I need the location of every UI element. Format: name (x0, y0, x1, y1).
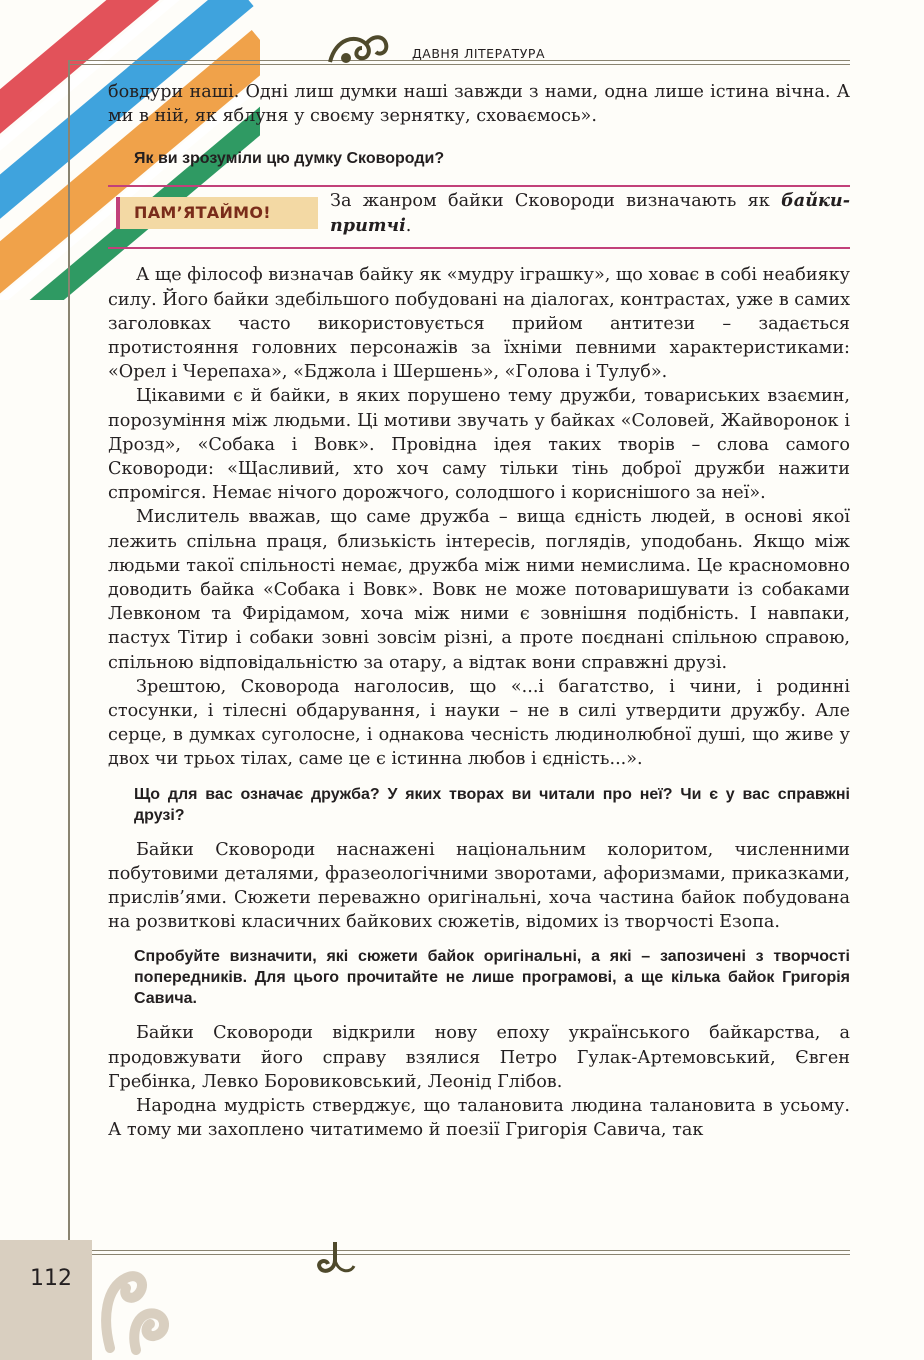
paragraph: А ще філософ визначав байку як «мудру іграшку», що ховає в собі неабияку силу. Його байки здебільшого побудовані на діалогах, контрастах, уже в самих заголовках часто використовується прийом антитези – задається протистояння головних персонажів за їхніми певними характеристиками: «Орел і Черепаха», «Бджола і Шершень», «Голова і Тулуб». (108, 265, 850, 383)
remember-label-box (116, 197, 318, 229)
question: Як ви зрозуміли цю думку Сковороди? (134, 150, 445, 168)
remember-text-part: За жанром байки Сковороди визначають як (330, 191, 782, 212)
paragraph: Народна мудрість стверджує, що талановита людина талановита в усьому. А тому ми захоплено читатимемо й поезії Григорія Савича, так (108, 1096, 850, 1141)
frame-bottom-rule-inner (68, 1254, 850, 1255)
paragraph: Зрештою, Сковорода наголосив, що «...і багатство, і чини, і родинні стосунки, і тілесні обдарування, і науки – не в силі утвердити дружбу. Але серце, в думках суголосне, і однакова чесність людинолюбної душі, що живе у двох чи трьох тілах, саме це є істинна любов і єдність...». (108, 676, 850, 770)
frame-left-rule (68, 60, 70, 1252)
paragraph: Мислитель вважав, що саме дружба – вища єдність людей, в основі якої лежить спільна праця, близькість інтересів, поглядів, уподобань. Якщо між людьми такої спільності немає, дружба між ними немислима. Це красномовно доводить байка «Собака і Вовк». Вовк не може потоваришувати із собаками Левконом та Фирідамом, хоча між ними є зовнішня подібність. І навпаки, пастух Тітир і собаки зовні зовсім різні, а проте поєднані спільною справою, спільною відповідальністю за отару, а відтак вони справжні друзі. (108, 507, 850, 673)
paragraph: Байки Сковороди відкрили нову епоху українського байкарства, а продовжувати його справу взялися Петро Гулак-Артемовський, Євген Гребінка, Левко Боровиковський, Леонід Глібов. (108, 1023, 850, 1092)
remember-label: ПАМ’ЯТАЙМО! (134, 203, 271, 223)
running-head: ДАВНЯ ЛІТЕРАТУРА (412, 46, 545, 61)
frame-bottom-rule (68, 1250, 850, 1251)
series-logo-icon (96, 1258, 176, 1358)
question: Що для вас означає дружба? У яких творах ви читали про неї? Чи є у вас справжні друзі? (134, 785, 850, 824)
paragraph: Байки Сковороди наснажені національним колоритом, численними побутовими деталями, фразеологічними зворотами, афоризмами, приказками, прислів’ями. Сюжети переважно оригінальні, хоча частина байок побудована на розвиткові класичних байкових сюжетів, відомих із творчості Езопа. (108, 839, 850, 933)
page-number-tab (0, 1240, 92, 1360)
page-number: 112 (30, 1266, 72, 1291)
question: Спробуйте визначити, які сюжети байок оригінальні, а які – запозичені з творчості попередників. Для цього прочитайте не лише програмові, а ще кілька байок Григорія Савича. (134, 948, 850, 1008)
remember-box (108, 185, 850, 249)
page-body (108, 80, 850, 1143)
remember-top-rule (108, 185, 850, 187)
flourish-ornament-icon (326, 28, 390, 70)
paragraph: бовдури наші. Одні лиш думки наші завжди з нами, одна лише істина вічна. А ми в ній, як яблуня у своєму зернятку, сховаємось». (108, 82, 850, 127)
frame-top-rule-inner (68, 64, 850, 65)
remember-bottom-rule (108, 247, 850, 249)
footer-flourish-icon (310, 1240, 360, 1280)
remember-text-end: . (405, 215, 412, 236)
remember-text (330, 189, 850, 237)
remember-term: байки-притчі (330, 190, 850, 236)
paragraph: Цікавими є й байки, в яких порушено тему дружби, товариських взаємин, порозуміння між людьми. Ці мотиви звучать у байках «Соловей, Жайворонок і Дрозд», «Собака і Вовк». Провідна ідея таких творів – слова самого Сковороди: «Щасливий, хто хоч саму тільки тінь доброї дружби нажити спромігся. Немає нічого дорожчого, солодшого і кориснішого за неї». (108, 386, 850, 504)
